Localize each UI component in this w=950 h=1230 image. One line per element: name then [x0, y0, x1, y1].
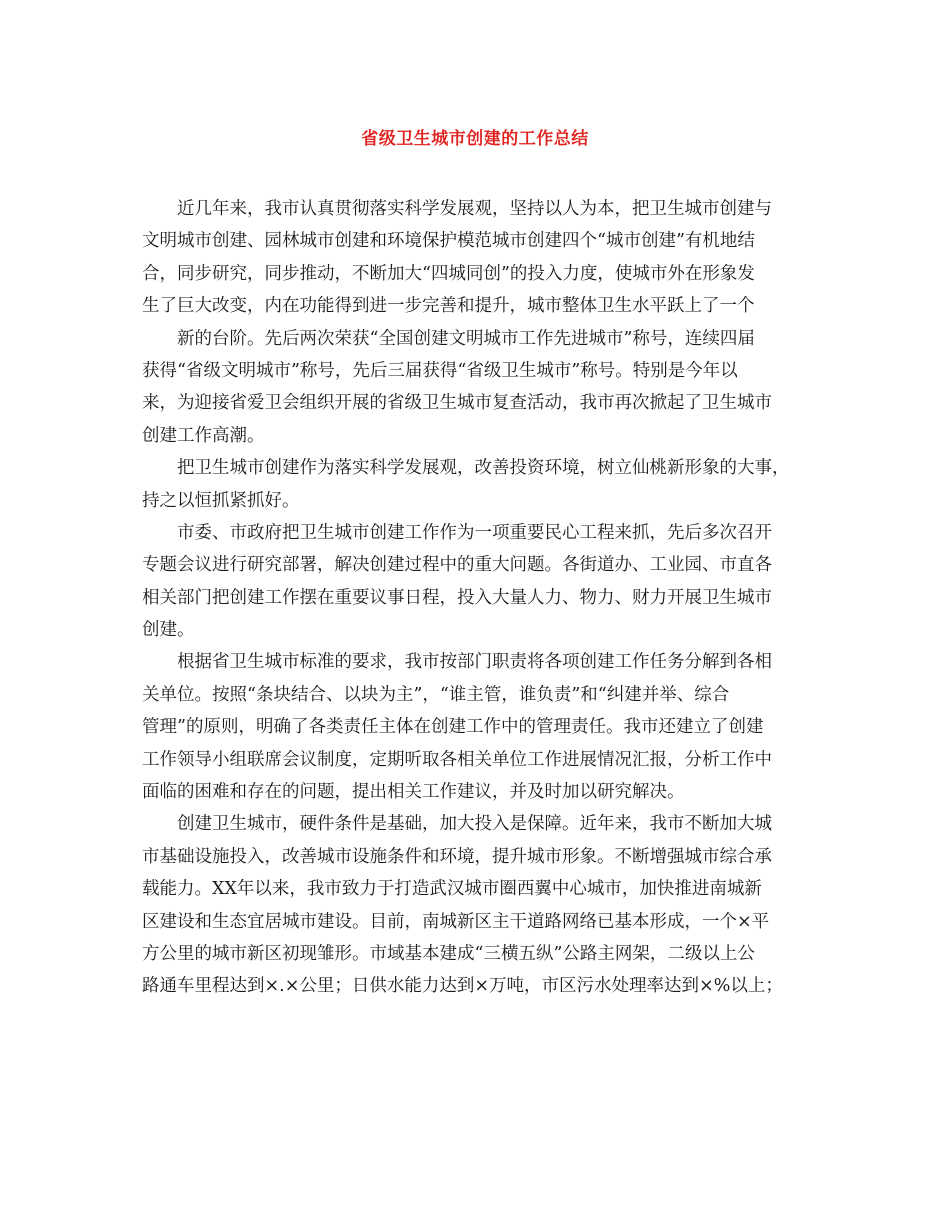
text-line: 文明城市创建、园林城市创建和环境保护模范城市创建四个“城市创建”有机地结 — [142, 231, 755, 252]
text-line: 获得“省级文明城市”称号，先后三届获得“省级卫生城市”称号。特别是今年以 — [142, 360, 738, 381]
text-line: 创建工作高潮。 — [142, 425, 265, 446]
text-line: 创建。 — [142, 620, 195, 641]
text-line: 持之以恒抓紧抓好。 — [142, 490, 300, 511]
text-line: 合，同步研究，同步推动，不断加大“四城同创”的投入力度，使城市外在形象发 — [142, 263, 755, 284]
text-line: 相关部门把创建工作摆在重要议事日程，投入大量人力、物力、财力开展卫生城市 — [142, 587, 772, 608]
text-line: 近几年来，我市认真贯彻落实科学发展观，坚持以人为本，把卫生城市创建与 — [177, 199, 772, 219]
text-line: 根据省卫生城市标准的要求，我市按部门职责将各项创建工作任务分解到各相 — [177, 652, 772, 673]
text-line: 工作领导小组联席会议制度，定期听取各相关单位工作进展情况汇报，分析工作中 — [142, 749, 772, 770]
text-line: 市委、市政府把卫生城市创建工作作为一项重要民心工程来抓，先后多次召开 — [177, 522, 772, 543]
text-line: 区建设和生态宜居城市建设。目前，南城新区主干道路网络已基本形成，一个×平 — [142, 911, 770, 932]
text-line: 市基础设施投入，改善城市设施条件和环境，提升城市形象。不断增强城市综合承 — [142, 846, 772, 867]
text-line: 管理”的原则，明确了各类责任主体在创建工作中的管理责任。我市还建立了创建 — [142, 717, 764, 738]
text-line: 生了巨大改变，内在功能得到进一步完善和提升，城市整体卫生水平跃上了一个 — [142, 296, 755, 317]
document-title: 省级卫生城市创建的工作总结 — [361, 129, 589, 149]
document-body — [142, 193, 818, 1003]
text-line: 把卫生城市创建作为落实科学发展观，改善投资环境，树立仙桃新形象的大事， — [177, 458, 790, 479]
text-line: 专题会议进行研究部署，解决创建过程中的重大问题。各街道办、工业园、市直各 — [142, 555, 772, 576]
text-line: 路通车里程达到×.×公里；日供水能力达到×万吨，市区污水处理率达到×%以上； — [142, 976, 783, 997]
text-line: 方公里的城市新区初现雏形。市域基本建成“三横五纵”公路主网架，二级以上公 — [142, 943, 755, 964]
text-line: 载能力。XX年以来，我市致力于打造武汉城市圈西翼中心城市，加快推进南城新 — [142, 879, 762, 900]
text-line: 创建卫生城市，硬件条件是基础，加大投入是保障。近年来，我市不断加大城 — [177, 814, 772, 835]
text-line: 关单位。按照“条块结合、以块为主”，“谁主管，谁负责”和“纠建并举、综合 — [142, 684, 730, 705]
text-line: 面临的困难和存在的问题，提出相关工作建议，并及时加以研究解决。 — [142, 782, 685, 803]
text-line: 来，为迎接省爱卫会组织开展的省级卫生城市复查活动，我市再次掀起了卫生城市 — [142, 393, 772, 414]
text-line: 新的台阶。先后两次荣获“全国创建文明城市工作先进城市”称号，连续四届 — [177, 328, 755, 349]
